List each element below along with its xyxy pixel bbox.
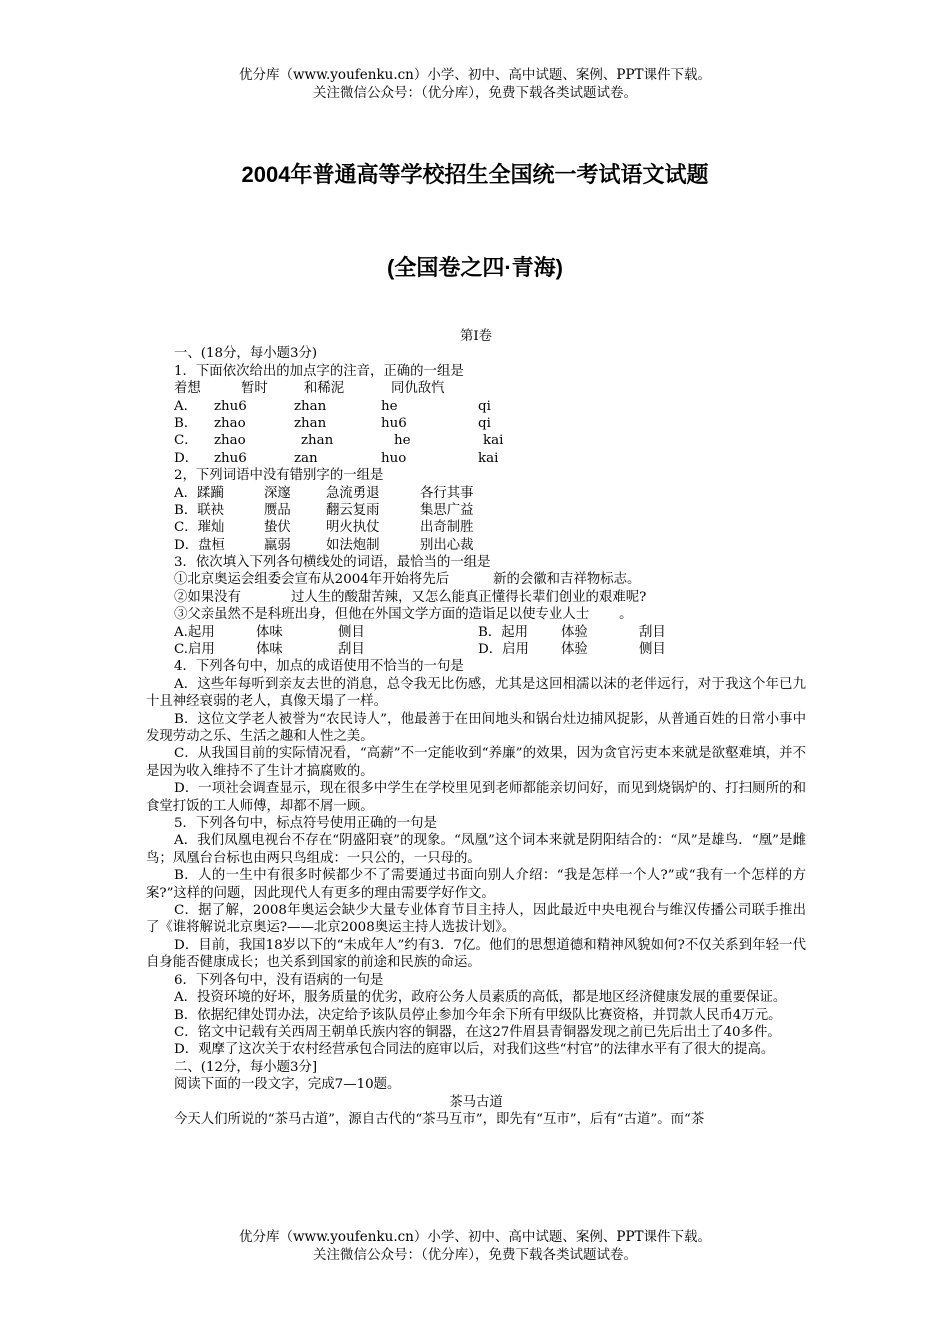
question-4-option-c: C．从我国目前的实际情况看，“高薪”不一定能收到“养廉”的效果，因为贪官污吏本来就是欲壑难填，并不是因为收入维持不了生计才搞腐败的。 <box>146 746 806 779</box>
option-value: zhu6 <box>214 398 247 414</box>
question-1-option-c <box>146 432 806 449</box>
option-value: C.启用 <box>174 642 215 658</box>
option-value: D．启用 <box>478 642 529 658</box>
header-line-2: 关注微信公众号：（优分库），免费下载各类试题试卷。 <box>313 85 637 101</box>
q1-word: 暂时 <box>241 381 268 397</box>
question-3-sentence-2 <box>146 589 806 606</box>
sentence-part: ③父亲虽然不是科班出身，但他在外国文学方面的造诣足以使专业人士 <box>174 607 590 623</box>
question-1-option-a <box>146 398 806 415</box>
option-letter: A． <box>174 398 198 414</box>
q1-word: 着想 <box>174 381 201 397</box>
question-3-stem: 3．依次填入下列各句横线处的词语，最恰当的一组是 <box>174 555 491 571</box>
question-1-option-b <box>146 415 806 432</box>
question-6-option-c: C．铭文中记载有关西周王朝单氏族内容的铜器，在这27件眉县青铜器发现之前已先后出土了40多件。 <box>174 1024 781 1040</box>
passage-title: 茶马古道 <box>449 1094 503 1110</box>
question-4-option-b: B．这位文学老人被誉为“农民诗人”，他最善于在田间地头和锅台灶边捕风捉影，从普通百姓的日常小事中发现劳动之乐、生活之趣和人性之美。 <box>146 711 806 745</box>
option-value: B．联袂 <box>174 502 225 518</box>
header-line-1: 优分库（www.youfenku.cn）小学、初中、高中试题、案例、PPT课件下载。 <box>238 67 712 83</box>
option-letter: D． <box>174 450 199 466</box>
option-value: 体验 <box>561 624 588 640</box>
exam-content <box>146 328 806 1128</box>
option-value: 赝品 <box>264 502 291 518</box>
question-6-option-a: A．投资环境的好坏，服务质量的优劣，政府公务人员素质的高低，都是地区经济健康发展的重要保证。 <box>174 990 787 1006</box>
option-value: 别出心裁 <box>420 537 474 553</box>
question-5-stem: 5．下列各句中，标点符号使用正确的一句是 <box>174 816 437 832</box>
option-value: 刮目 <box>338 642 365 658</box>
option-value: qi <box>478 415 491 431</box>
question-5-option-c: C．据了解，2008年奥运会缺少大量专业体育节目主持人，因此最近中央电视台与维汉传播公司联手推出了《谁将解说北京奥运?——北京2008奥运主持人选拔计划》。 <box>146 903 806 936</box>
exam-title: 2004年普通高等学校招生全国统一考试语文试题 <box>241 162 709 187</box>
option-value: 各行其事 <box>420 485 474 501</box>
option-value: 体味 <box>256 624 283 640</box>
question-2-option-a <box>146 485 806 502</box>
footer-line-1: 优分库（www.youfenku.cn）小学、初中、高中试题、案例、PPT课件下载。 <box>238 1229 712 1245</box>
option-value: 刮目 <box>639 624 666 640</box>
question-3-options-ab <box>146 624 806 641</box>
q1-word: 和稀泥 <box>304 381 345 397</box>
option-value: D．盘桓 <box>174 537 225 553</box>
option-value: zan <box>294 450 318 466</box>
question-1-option-d <box>146 450 806 467</box>
option-value: zhan <box>294 398 327 414</box>
section-2-heading: 二、(12分，每小题3分] <box>174 1059 318 1075</box>
option-value: 羸弱 <box>264 537 291 553</box>
option-value: zhao <box>214 415 246 431</box>
option-value: 侧目 <box>338 624 365 640</box>
option-value: 急流勇退 <box>326 485 380 501</box>
question-2-option-c <box>146 519 806 536</box>
question-4-option-d: D．一项社会调查显示，现在很多中学生在学校里见到老师都能亲切问好，而见到烧锅炉的、打扫厕所的和食堂打饭的工人师傅，却都不屑一顾。 <box>146 781 806 814</box>
volume-heading: 第Ⅰ卷 <box>459 329 493 344</box>
option-value: 如法炮制 <box>326 537 380 553</box>
option-value: zhan <box>301 433 334 449</box>
question-1-stem: 1．下面依次给出的加点字的注音，正确的一组是 <box>174 363 464 379</box>
option-value: 蛰伏 <box>264 520 291 536</box>
q1-word: 同仇敌忾 <box>391 381 445 397</box>
option-value: 集思广益 <box>420 502 474 518</box>
section-1-heading: 一、(18分，每小题3分) <box>174 346 318 362</box>
sentence-part: ②如果没有 <box>174 589 241 605</box>
question-3-sentence-1 <box>146 571 806 588</box>
question-5-option-b: B．人的一生中有很多时候都少不了需要通过书面向别人介绍：“我是怎样一个人?”或“我有一个怎样的方案?”这样的问题，因此现代人有更多的理由需要学好作文。 <box>146 868 806 901</box>
footer-line-2: 关注微信公众号：（优分库），免费下载各类试题试卷。 <box>313 1247 637 1263</box>
question-6-stem: 6．下列各句中，没有语病的一句是 <box>174 972 384 988</box>
option-value: zhao <box>214 433 246 449</box>
option-letter: C． <box>174 433 198 449</box>
question-2-stem: 2，下列词语中没有错别字的一组是 <box>174 468 384 484</box>
page-footer <box>0 1228 950 1264</box>
exam-subtitle: (全国卷之四·青海) <box>387 255 563 280</box>
sentence-part: ①北京奥运会组委会宣布从2004年开始将先后 <box>174 572 450 588</box>
section-2-intro: 阅读下面的一段文字，完成7—10题。 <box>174 1077 401 1093</box>
question-6-option-b: B．依据纪律处罚办法，决定给予该队员停止参加今年余下所有甲级队比赛资格，并罚款人民币4万元。 <box>174 1007 782 1023</box>
question-5-option-d: D．目前，我国18岁以下的“未成年人”约有3．7亿。他们的思想道德和精神风貌如何?不仅关系到年轻一代自身能否健康成长；也关系到国家的前途和民族的命运。 <box>146 937 806 971</box>
option-value: 出奇制胜 <box>420 520 474 536</box>
question-4-option-a: A．这些年每听到亲友去世的消息，总令我无比伤感，尤其是这回相濡以沫的老伴远行，对于我这个年已九十且神经衰弱的老人，真像天塌了一样。 <box>146 676 806 710</box>
option-value: 侧目 <box>639 642 666 658</box>
page-header <box>0 66 950 102</box>
option-value: he <box>381 398 398 414</box>
option-value: huo <box>381 450 407 466</box>
option-value: kai <box>478 450 499 466</box>
question-6-option-d: D．观摩了这次关于农村经营承包合同法的庭审以后，对我们这些“村官”的法律水平有了很大的提高。 <box>174 1042 775 1058</box>
sentence-part: 。 <box>619 607 633 623</box>
sentence-part: 过人生的酸甜苦辣，又怎么能真正懂得长辈们创业的艰难呢? <box>290 589 647 605</box>
question-3-sentence-3 <box>146 606 806 623</box>
sentence-part: 新的会徽和吉祥物标志。 <box>493 572 641 588</box>
option-value: zhan <box>294 415 327 431</box>
option-value: 明火执仗 <box>326 520 380 536</box>
option-letter: B． <box>174 415 198 431</box>
option-value: A.起用 <box>174 624 215 640</box>
option-value: he <box>394 433 411 449</box>
question-2-option-b <box>146 502 806 519</box>
option-value: A．蹂躏 <box>174 485 224 501</box>
option-value: 体味 <box>256 642 283 658</box>
question-1-words <box>146 380 806 397</box>
question-3-options-cd <box>146 641 806 658</box>
option-value: zhu6 <box>214 450 247 466</box>
option-value: 翻云复雨 <box>326 502 380 518</box>
passage-first-line: 今天人们所说的“茶马古道”，源自古代的“茶马互市”，即先有“互市”，后有“古道”。而“茶 <box>174 1111 705 1127</box>
option-value: hu6 <box>381 415 407 431</box>
option-value: kai <box>483 433 504 449</box>
option-value: 深邃 <box>264 485 291 501</box>
option-value: 体验 <box>561 642 588 658</box>
question-5-option-a: A．我们凤凰电视台不存在“阴盛阳衰”的现象。“凤凰”这个词本来就是阴阳结合的：“凤”是雄鸟．“凰”是雌鸟；凤凰台台标也由两只鸟组成：一只公的，一只母的。 <box>146 833 806 866</box>
option-value: B．起用 <box>478 624 529 640</box>
question-4-stem: 4．下列各句中，加点的成语使用不恰当的一句是 <box>174 659 464 675</box>
option-value: C．璀灿 <box>174 520 225 536</box>
option-value: qi <box>478 398 491 414</box>
question-2-option-d <box>146 537 806 554</box>
